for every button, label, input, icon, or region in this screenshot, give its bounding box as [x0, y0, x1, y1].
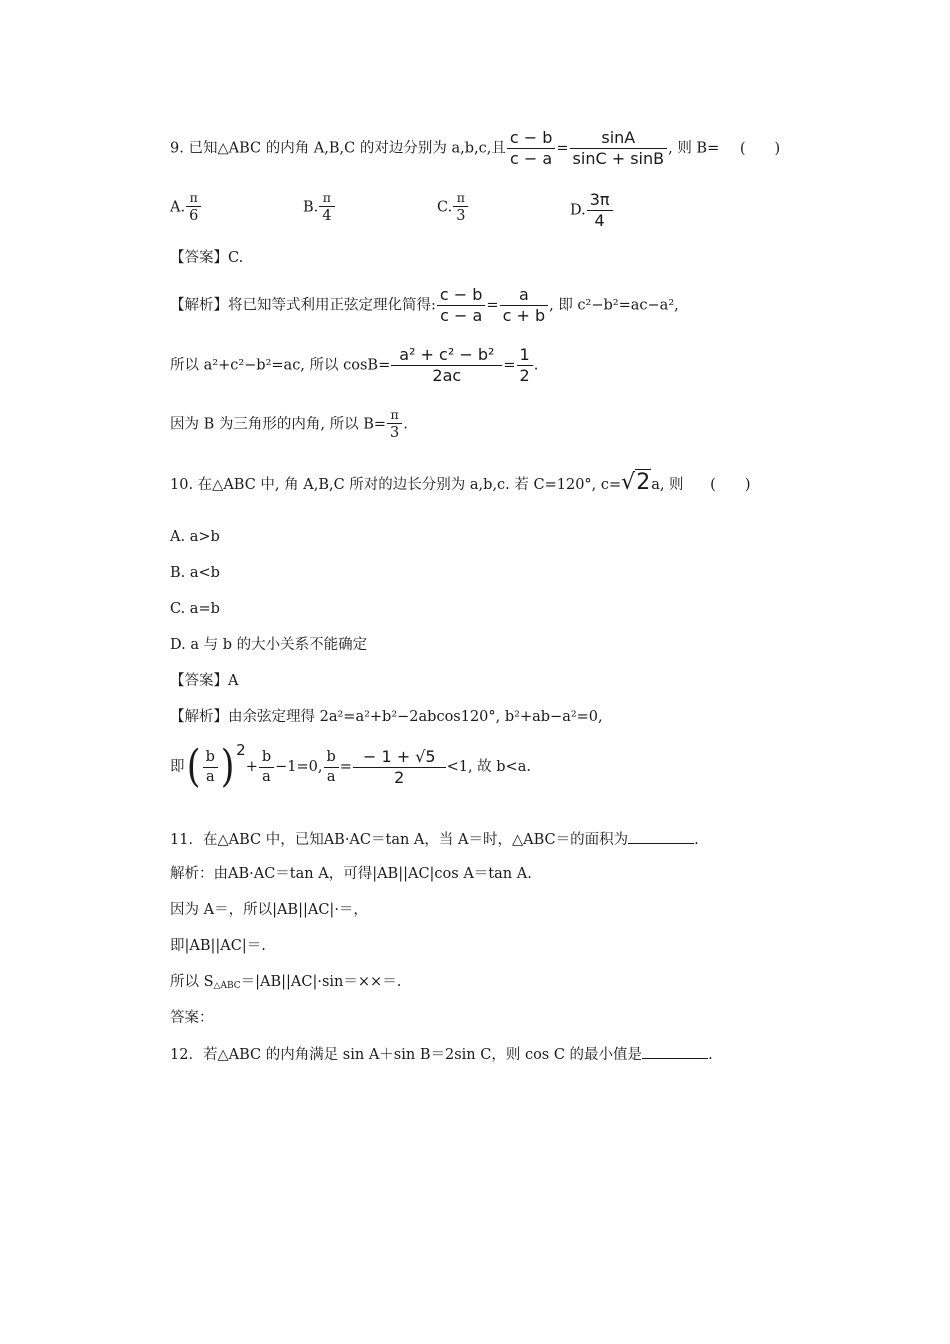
q9-analysis-2: 所以 a²+c²−b²=ac, 所以 cosB= $\frac{\text{a² + c² − b²}}{2ac}$ = $\frac{1}{2}$ . — [170, 345, 539, 385]
q10-analysis-1: 【解析】由余弦定理得 2a²=a²+b²−2abcos120°, b²+ab−a²=0, — [170, 709, 603, 725]
q9-stem: 9. 已知△ABC 的内角 A,B,C 的对边分别为 a,b,c,且 $\frac{c - b}{c - a}$ = $\frac{\sin A}{\sin C + \sin B}$ , 则 B= ( ) — [170, 128, 781, 168]
q9-fraction-2: $\frac{\sin A}{\sin C + \sin B}$ — [570, 128, 668, 169]
q9-answer: 【答案】C. — [170, 250, 244, 266]
q11-analysis-1: 解析：由AB·AC＝tan A，可得|AB||AC|cos A＝tan A. — [170, 866, 532, 882]
q11-analysis-3: 即|AB||AC|＝. — [170, 938, 266, 954]
q10-option-a: A. a>b — [170, 529, 220, 545]
q11-stem: 11．在△ABC 中，已知AB·AC＝tan A，当 A＝时，△ABC＝的面积为 . — [170, 832, 699, 848]
q10-answer: 【答案】A — [170, 673, 239, 689]
q10-option-b: B. a<b — [170, 565, 220, 581]
q11-blank — [628, 831, 694, 844]
q10-analysis-2: 即( $\frac{b}{a}$ ) $^2$+ $\frac{b}{a}$ −1=0, $\frac{b}{a}$ = $\frac{- 1 + √5}{2}$ <1, 故 b<a. — [170, 741, 531, 792]
q10-option-d: D. a 与 b 的大小关系不能确定 — [170, 637, 368, 653]
q10-option-c: C. a=b — [170, 601, 220, 617]
q10-answer-paren: ( ) — [710, 477, 751, 493]
q9-option-d: D. $\frac{3\pi}{4}$ — [570, 190, 614, 231]
q9-option-b: B. $\frac{\pi}{4}$ — [303, 190, 336, 225]
q12-blank — [642, 1046, 708, 1059]
q12-stem: 12．若△ABC 的内角满足 sin A＋sin B＝2sin C，则 cos C 的最小值是 . — [170, 1047, 713, 1063]
sqrt-icon: √2 — [621, 470, 651, 495]
q9-fraction-1: $\frac{c - b}{c - a}$ — [507, 128, 556, 169]
q9-option-c: C. $\frac{\pi}{3}$ — [437, 190, 469, 225]
q11-analysis-2: 因为 A＝，所以|AB||AC|·＝， — [170, 902, 368, 918]
q9-answer-paren: ( ) — [739, 140, 781, 157]
q11-analysis-4: 所以 $S_{\triangle ABC}=|AB||AC|\cdot\sin=\times\times=$. — [170, 974, 402, 991]
q10-stem: 10. 在△ABC 中, 角 A,B,C 所对的边长分别为 a,b,c. 若 C=120°, c=√2a, 则 ( ) — [170, 470, 751, 495]
q11-answer: 答案： — [170, 1010, 214, 1026]
q9-analysis-1: 【解析】将已知等式利用正弦定理化简得: $\frac{c - b}{c - a}$ = $\frac{a}{c + b}$ , 即 c²−b²=ac−a², — [170, 285, 679, 325]
q9-option-a: A. $\frac{\pi}{6}$ — [170, 190, 202, 225]
q9-analysis-3: 因为 B 为三角形的内角, 所以 B= $\frac{\pi}{3}$ . — [170, 407, 408, 441]
